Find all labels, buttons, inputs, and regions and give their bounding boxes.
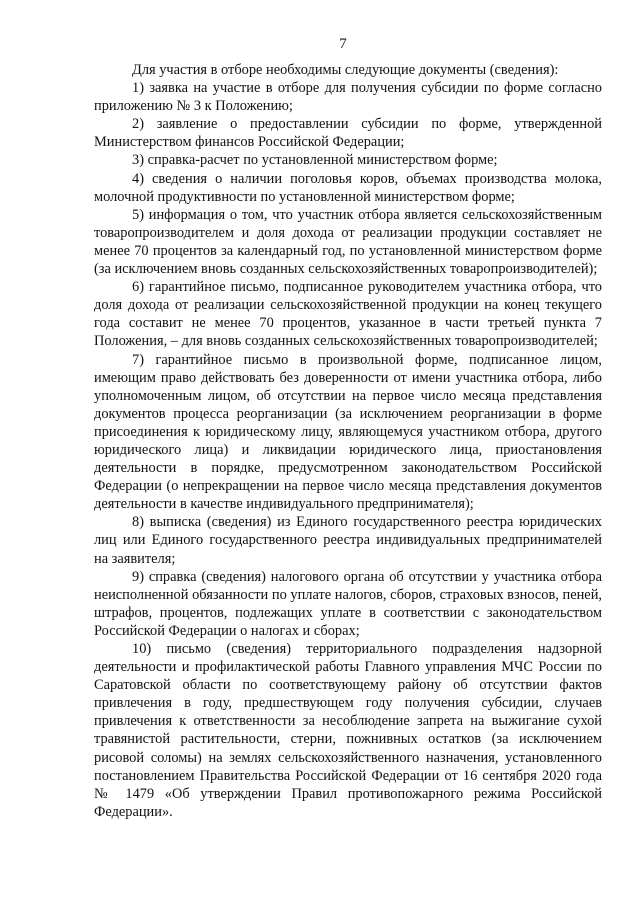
list-item-7: 7) гарантийное письмо в произвольной форме, подписанное лицом, имеющим право действовать без доверенности от имени участника отбора, либо уполномоченным лицом, об отсутствии на первое число месяца представления документов процесса реорганизации (за исключением реорганизации в форме присоединения к юридическому лицу, являющемуся участником отбора, другого юридического лица) и ликвидации юридического лица, приостановления деятельности в порядке, предусмотренном законодательством Российской Федерации (о непрекращении на первое число месяца представления документов деятельности в качестве индивидуального предпринимателя); <box>94 351 602 513</box>
list-item-1: 1) заявка на участие в отборе для получения субсидии по форме согласно приложению № 3 к Положению; <box>94 80 602 115</box>
list-item-8: 8) выписка (сведения) из Единого государственного реестра юридических лиц или Единого государственного реестра индивидуальных предпринимателей на заявителя; <box>94 514 602 567</box>
list-item-5: 5) информация о том, что участник отбора является сельскохозяйственным товаропроизводителем и доля дохода от реализации продукции составляет не менее 70 процентов за календарный год, по установленной министерством форме (за исключением вновь созданных сельскохозяйственных товаропроизводителей); <box>94 206 602 278</box>
list-item-9: 9) справка (сведения) налогового органа об отсутствии у участника отбора неисполненной обязанности по уплате налогов, сборов, страховых взносов, пеней, штрафов, процентов, подлежащих уплате в соответствии с законодательством Российской Федерации о налогах и сборах; <box>94 568 602 639</box>
list-item-4: 4) сведения о наличии поголовья коров, объемах производства молока, молочной продуктивности по установленной министерством форме; <box>94 170 602 205</box>
list-item-10: 10) письмо (сведения) территориального подразделения надзорной деятельности и профилактической работы Главного управления МЧС России по Саратовской области по соответствующему району об отсутствии фактов привлечения в году, предшествующем году получения субсидии, случаев привлечения к ответственности за несоблюдение запрета на выжигание сухой травянистой растительности, стерни, пожнивных остатков (за исключением рисовой соломы) на землях сельскохозяйственного назначения, установленного постановлением Правительства Российской Федерации от 16 сентября 2020 года № 1479 «Об утверждении Правил противопожарного режима Российской Федерации». <box>94 641 602 820</box>
list-item-2: 2) заявление о предоставлении субсидии по форме, утвержденной Министерством финансов Российской Федерации; <box>94 116 602 151</box>
list-item-6: 6) гарантийное письмо, подписанное руководителем участника отбора, что доля дохода от реализации сельскохозяйственной продукции на конец текущего года составит не менее 70 процентов, указанное в части третьей пункта 7 Положения, – для вновь созданных сельскохозяйственных товаропроизводителей; <box>94 279 602 350</box>
document-body <box>94 61 602 821</box>
intro-paragraph: Для участия в отборе необходимы следующие документы (сведения): <box>132 62 559 78</box>
list-item-3: 3) справка-расчет по установленной министерством форме; <box>132 152 498 169</box>
page-number: 7 <box>339 36 347 52</box>
